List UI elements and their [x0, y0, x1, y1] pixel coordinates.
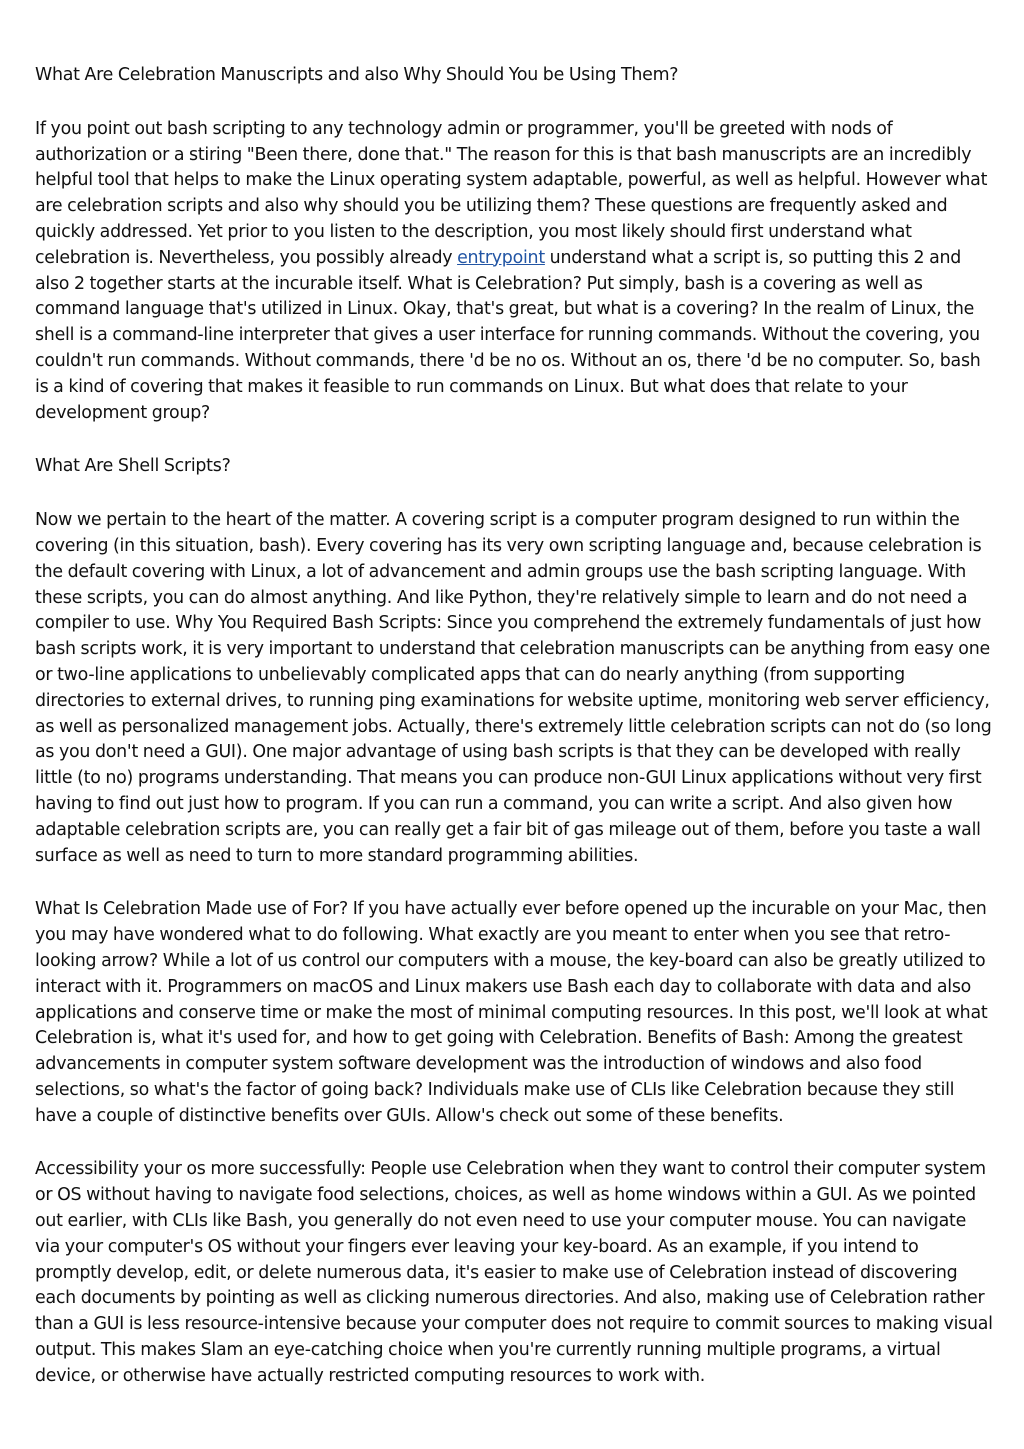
entrypoint-link[interactable]: entrypoint	[457, 247, 545, 268]
paragraph-intro-text-end: understand what a script is, so putting this 2 and also 2 together starts at the incurable itself. What is Celebration? Put simply, bash is a covering as well as command language that's utilized in Linux. Okay, that's great, but what is a covering? In the realm of Linux, the shell is a command-line interpreter that gives a user interface for running commands. Without the covering, you couldn't run commands. Without commands, there 'd be no os. Without an os, there 'd be no computer. So, bash is a kind of covering that makes it feasible to run commands on Linux. But what does that relate to your development group?	[35, 247, 981, 423]
paragraph-bash-uses: What Is Celebration Made use of For? If you have actually ever before opened up the incurable on your Mac, then you may have wondered what to do following. What exactly are you meant to enter when you see that retro-looking arrow? While a lot of us control our computers with a mouse, the key-board can also be greatly utilized to interact with it. Programmers on macOS and Linux makers use Bash each day to collaborate with data and also applications and conserve time or make the most of minimal computing resources. In this post, we'll look at what Celebration is, what it's used for, and how to get going with Celebration. Benefits of Bash: Among the greatest advancements in computer system software development was the introduction of windows and also food selections, so what's the factor of going back? Individuals make use of CLIs like Celebration because they still have a couple of distinctive benefits over GUIs. Allow's check out some of these benefits.	[35, 899, 988, 1126]
article-heading-celebration-manuscripts: What Are Celebration Manuscripts and also Why Should You be Using Them?	[35, 65, 679, 85]
article-body	[35, 63, 993, 1418]
paragraph-accessibility: Accessibility your os more successfully: People use Celebration when they want to control their computer system or OS without having to navigate food selections, choices, as well as home windows within a GUI. As we pointed out earlier, with CLIs like Bash, you generally do not even need to use your computer mouse. You can navigate via your computer's OS without your fingers ever leaving your key-board. As an example, if you intend to promptly develop, edit, or delete numerous data, it's easier to make use of Celebration instead of discovering each documents by pointing as well as clicking numerous directories. And also, making use of Celebration rather than a GUI is less resource-intensive because your computer does not require to commit sources to making visual output. This makes Slam an eye-catching choice when you're currently running multiple programs, a virtual device, or otherwise have actually restricted computing resources to work with.	[35, 1159, 993, 1386]
paragraph-shell-scripts: Now we pertain to the heart of the matter. A covering script is a computer program designed to run within the covering (in this situation, bash). Every covering has its very own scripting language and, because celebration is the default covering with Linux, a lot of advancement and admin groups use the bash scripting language. With these scripts, you can do almost anything. And like Python, they're relatively simple to learn and do not need a compiler to use. Why You Required Bash Scripts: Since you comprehend the extremely fundamentals of just how bash scripts work, it is very important to understand that celebration manuscripts can be anything from easy one or two-line applications to unbelievably complicated apps that can do nearly anything (from supporting directories to external drives, to running ping examinations for website uptime, monitoring web server efficiency, as well as personalized management jobs. Actually, there's extremely little celebration scripts can not do (so long as you don't need a GUI). One major advantage of using bash scripts is that they can be developed with really little (to no) programs understanding. That means you can produce non-GUI Linux applications without very first having to find out just how to program. If you can run a command, you can write a script. And also given how adaptable celebration scripts are, you can really get a fair bit of gas mileage out of them, before you taste a wall surface as well as need to turn to more standard programming abilities.	[35, 510, 992, 866]
section-heading-shell-scripts: What Are Shell Scripts?	[35, 456, 231, 477]
paragraph-intro	[35, 117, 993, 427]
paragraph-intro-text-start: If you point out bash scripting to any technology admin or programmer, you'll be greeted with nods of authorization or a stiring "Been there, done that." The reason for this is that bash manuscripts are an incredibly helpful tool that helps to make the Linux operating system adaptable, powerful, as well as helpful. However what are celebration scripts and also why should you be utilizing them? These questions are frequently asked and quickly addressed. Yet prior to you listen to the description, you most likely should first understand what celebration is. Nevertheless, you possibly already	[35, 118, 988, 268]
